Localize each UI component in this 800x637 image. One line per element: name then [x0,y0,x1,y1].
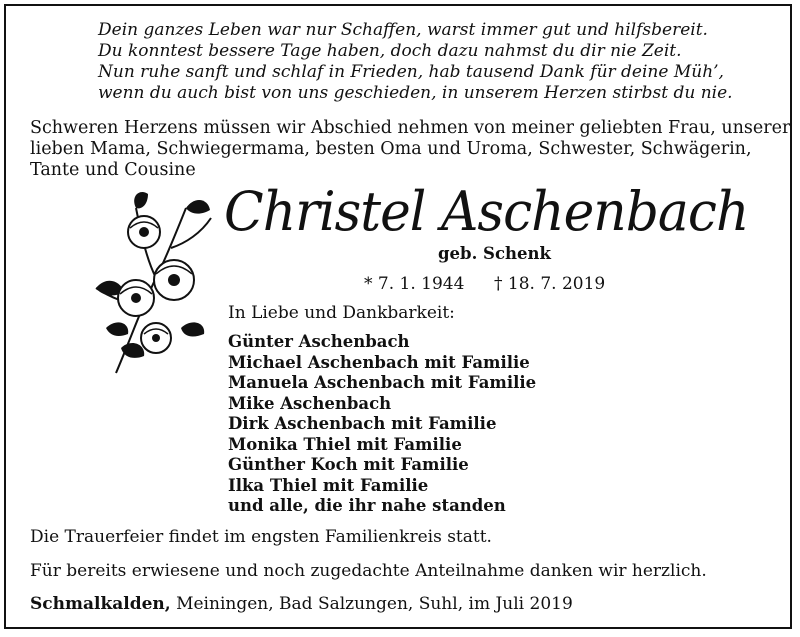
mourner: und alle, die ihr nahe standen [228,496,506,515]
intro-line: Tante und Cousine [30,160,196,180]
deceased-name: Christel Aschenbach [224,180,749,243]
intro-text [30,118,790,181]
place-rest: Meiningen, Bad Salzungen, Suhl, im Juli 2019 [170,594,573,614]
intro-line: Schweren Herzens müssen wir Abschied nehmen von meiner geliebten Frau, unserer [30,118,791,138]
birth-date: * 7. 1. 1944 [364,274,465,294]
poem-line: wenn du auch bist von uns geschieden, in unserem Herzen stirbst du nie. [98,83,733,103]
mourner: Mike Aschenbach [228,393,392,413]
mourner: Günther Koch mit Familie [228,455,469,474]
poem [98,20,778,104]
poem-line: Du konntest bessere Tage haben, doch dazu nahmst du dir nie Zeit. [98,41,682,61]
mourner: Dirk Aschenbach mit Familie [228,414,497,433]
mourner: Monika Thiel mit Familie [228,434,462,454]
place-main: Schmalkalden, [30,594,171,614]
place-date-line [30,594,573,614]
gratitude-label: In Liebe und Dankbarkeit: [228,303,455,323]
mourner: Michael Aschenbach mit Familie [228,352,530,372]
poem-line: Dein ganzes Leben war nur Schaffen, warst immer gut und hilfsbereit. [98,20,708,40]
mourners-list [228,332,536,517]
intro-line: lieben Mama, Schwiegermama, besten Oma und Uroma, Schwester, Schwägerin, [30,139,752,159]
mourner: Ilka Thiel mit Familie [228,475,429,495]
mourner: Manuela Aschenbach mit Familie [228,373,537,392]
funeral-note: Die Trauerfeier findet im engsten Familienkreis statt. [30,527,492,547]
poem-line: Nun ruhe sanft und schlaf in Frieden, hab tausend Dank für deine Müh’, [98,62,724,82]
mourner: Günter Aschenbach [228,332,410,351]
thanks-note: Für bereits erwiesene und noch zugedachte Anteilnahme danken wir herzlich. [30,561,707,581]
death-date: † 18. 7. 2019 [494,274,606,294]
maiden-name: geb. Schenk [438,244,551,263]
rose-branch-icon [86,188,218,378]
